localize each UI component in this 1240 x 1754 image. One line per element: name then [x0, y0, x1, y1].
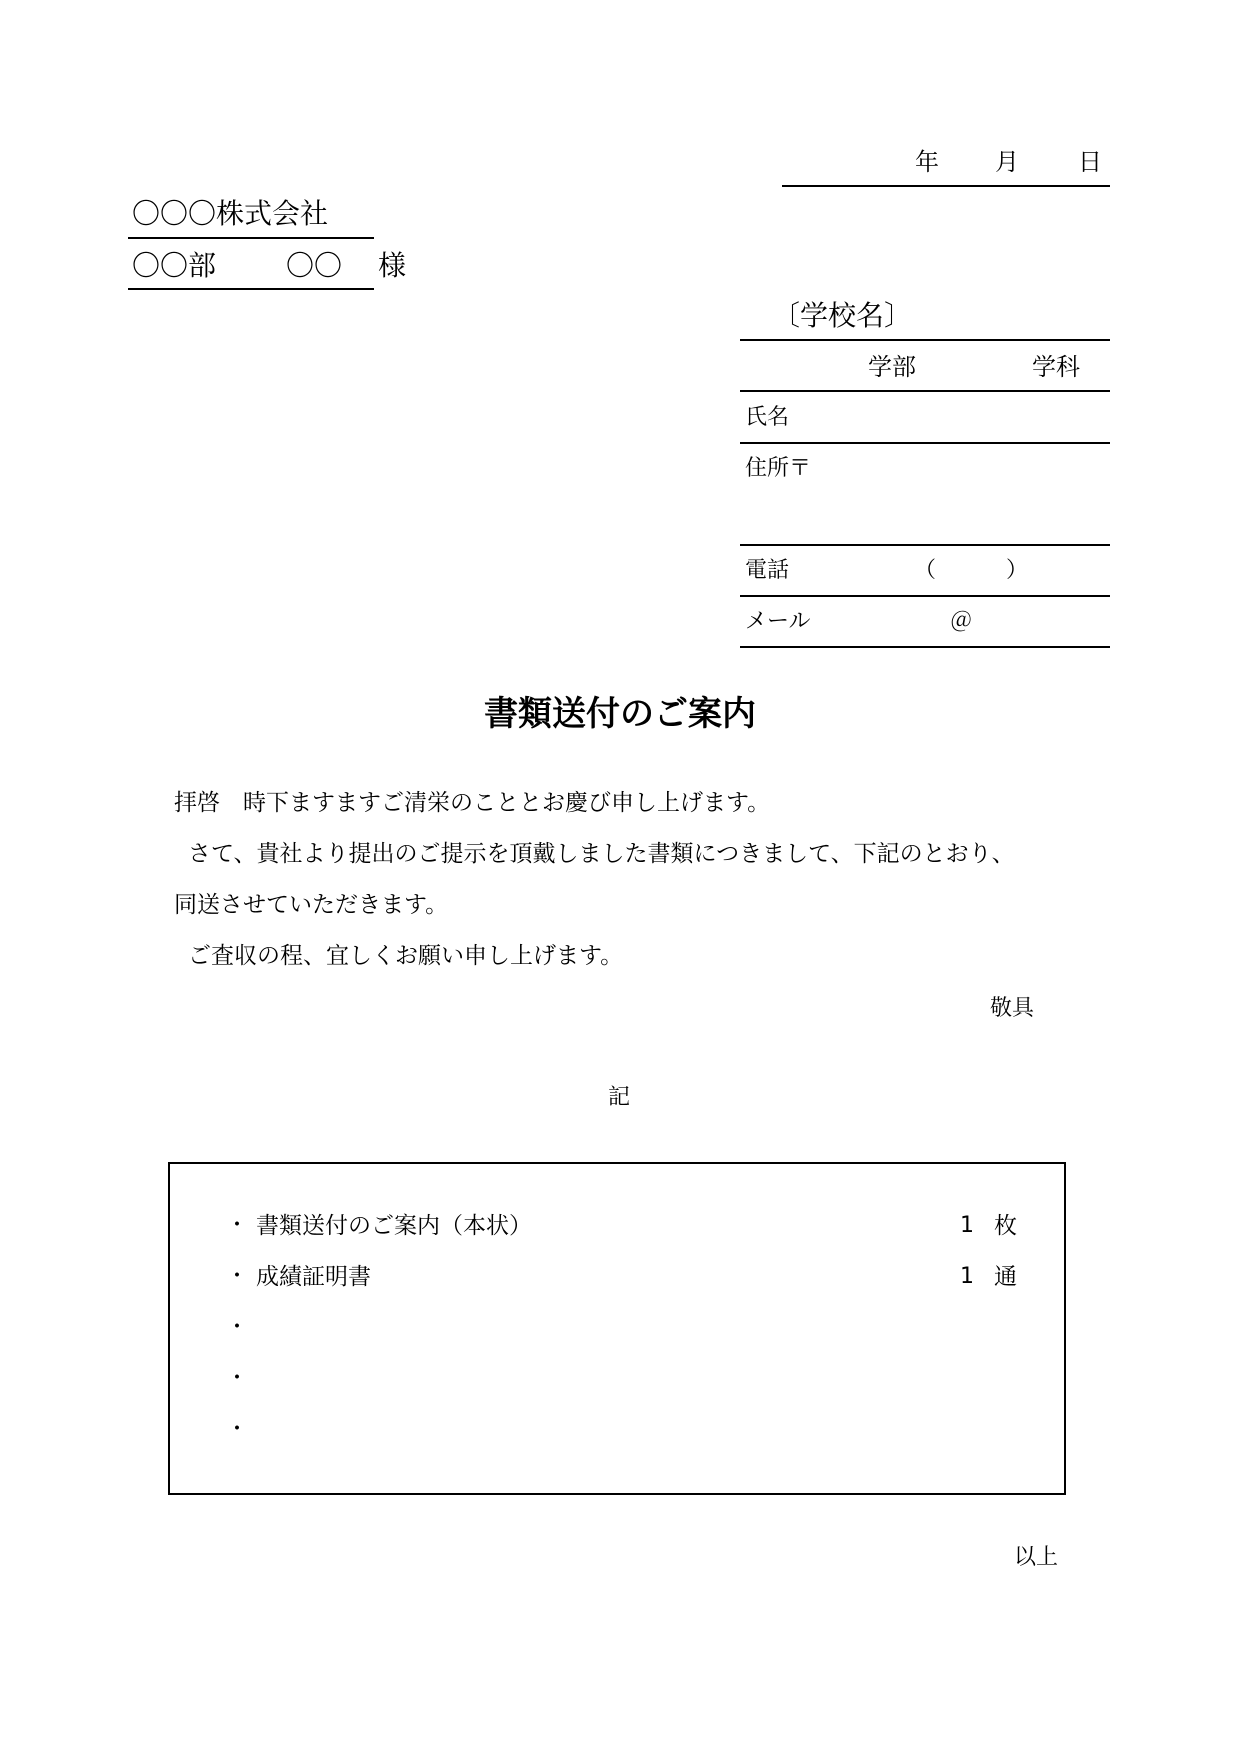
phone-open-paren: （ — [914, 558, 937, 583]
department-underline — [128, 288, 374, 290]
faculty-underline — [740, 390, 1110, 392]
sender-name-label: 氏名 — [745, 405, 790, 430]
sender-address-label: 住所〒 — [745, 456, 812, 481]
list-item-qty: 1 — [960, 1213, 974, 1238]
phone-close-paren: ） — [1006, 558, 1029, 583]
recipient-person: 〇〇 — [286, 249, 343, 282]
list-item-qty: 1 — [960, 1264, 974, 1289]
recipient-company: 〇〇〇株式会社 — [132, 197, 329, 230]
enclosure-list-box — [168, 1162, 1066, 1495]
school-underline — [740, 339, 1110, 341]
sender-mail-label: メール — [745, 609, 811, 634]
name-underline — [740, 442, 1110, 444]
sender-school: 〔学校名〕 — [772, 299, 913, 332]
sender-phone-label: 電話 — [745, 558, 790, 583]
closing-keigu: 敬具 — [990, 996, 1035, 1021]
sender-faculty: 学部 — [868, 353, 916, 381]
ending-ijou: 以上 — [1014, 1545, 1059, 1570]
company-underline — [128, 237, 374, 239]
date-day-label: 日 — [1078, 148, 1102, 176]
date-underline — [782, 185, 1110, 187]
body-line-3: 同送させていただきます。 — [174, 892, 449, 918]
mail-at-sign: ＠ — [950, 609, 973, 634]
list-item-bullet: ・ — [226, 1264, 249, 1289]
body-line-4: ご査収の程、宜しくお願い申し上げます。 — [188, 943, 624, 969]
phone-underline — [740, 595, 1110, 597]
list-item-bullet: ・ — [226, 1315, 249, 1340]
recipient-honorific: 様 — [378, 249, 407, 282]
list-item-label: 書類送付のご案内（本状） — [256, 1213, 532, 1239]
document-title: 書類送付のご案内 — [484, 694, 756, 734]
date-year-label: 年 — [915, 148, 939, 176]
list-item-bullet: ・ — [226, 1366, 249, 1391]
sender-major: 学科 — [1032, 353, 1080, 381]
list-item-unit: 通 — [994, 1264, 1017, 1290]
list-item-bullet: ・ — [226, 1213, 249, 1238]
address-underline — [740, 544, 1110, 546]
date-month-label: 月 — [995, 148, 1019, 176]
ki-heading: 記 — [608, 1085, 631, 1110]
list-item-label: 成績証明書 — [256, 1264, 371, 1290]
body-line-2: さて、貴社より提出のご提示を頂戴しました書類につきまして、下記のとおり、 — [188, 841, 1015, 867]
list-item-bullet: ・ — [226, 1417, 249, 1442]
mail-underline — [740, 646, 1110, 648]
recipient-department: 〇〇部 — [132, 249, 217, 282]
list-item-unit: 枚 — [994, 1213, 1017, 1239]
body-line-1: 拝啓 時下ますますご清栄のこととお慶び申し上げます。 — [174, 790, 771, 816]
